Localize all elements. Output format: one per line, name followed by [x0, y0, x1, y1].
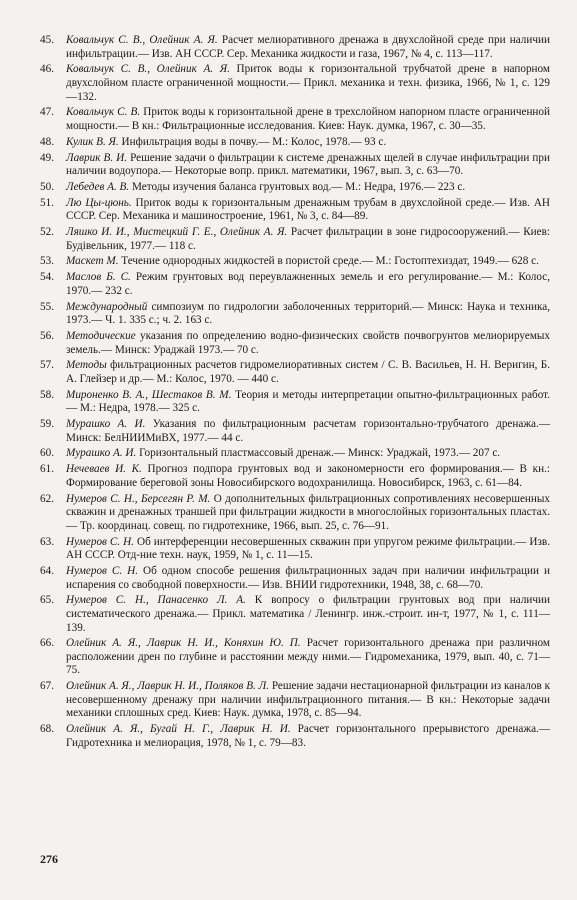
reference-authors: Маскет М. [66, 255, 119, 268]
reference-authors: Ковальчук С. В., Олейник А. Я. [66, 63, 230, 76]
reference-entry [40, 463, 550, 490]
reference-entry [40, 493, 550, 534]
reference-authors: Олейник А. Я., Бугай Н. Г., Лаврик Н. И. [66, 723, 291, 736]
reference-entry [40, 255, 550, 269]
reference-number: 48. [40, 135, 54, 148]
reference-text: Расчет горизонтального прерывистого дренажа.— Гидротехника и мелиорация, 1978, № 1, с. 79—83. [66, 723, 551, 749]
reference-authors: Лаврик В. И. [66, 151, 128, 164]
reference-text: Теория и методы интерпретации опытно-фильтрационных работ.— М.: Недра, 1978.— 325 с. [66, 388, 551, 415]
reference-entry [40, 594, 550, 635]
reference-text: Течение однородных жидкостей в пористой среде.— М.: Гостоптехиздат, 1949.— 628 с. [121, 255, 539, 268]
reference-text: Приток воды к горизонтальным дренажным трубам в двухслойной среде.— Изв. АН СССР. Сер. Механика и машиностроение, 1961, № 3, с. 84—89. [66, 196, 551, 223]
reference-authors: Мироненко В. А., Шестаков В. М. [66, 388, 232, 401]
reference-text: симпозиум по гидрологии заболоченных территорий.— Минск: Наука и техника, 1973.— Ч. 1. 335 с.; ч. 2. 163 с. [66, 300, 550, 327]
reference-entry [40, 63, 550, 104]
reference-text: Расчет фильтрации в зоне гидросооружений.— Киев: Будiвельник, 1977.— 118 с. [66, 226, 551, 252]
reference-authors: Нумеров С. Н., Берсегян Р. М. [66, 492, 211, 505]
reference-authors: Нумеров С. Н. [66, 564, 139, 577]
reference-text: Решение задачи о фильтрации к системе дренажных щелей в случае инфильтрации при наличии водоупора.— Некоторые вопр. прикл. математики, 1967, вып. 3, с. 63—70. [66, 151, 550, 178]
reference-entry [40, 226, 550, 253]
reference-entry [40, 637, 550, 678]
reference-entry [40, 723, 550, 750]
reference-entry [40, 359, 550, 386]
reference-text: Приток воды к горизонтальной трубчатой дрене в напорном двухслойном пласте ограниченной мощности.— Прикл. механика и техн. физика, 1966, № 1, с. 129—132. [66, 63, 550, 103]
reference-authors: Нумеров С. Н. [66, 535, 134, 548]
reference-number: 56. [40, 329, 54, 342]
reference-text: Приток воды к горизонтальной дрене в трехслойном напорном пласте ограниченной мощности.— В кн.: Фильтрационные исследования. Киев: Наук. думка, 1967, с. 30—35. [66, 106, 550, 132]
page-number: 276 [40, 852, 58, 866]
reference-text: Об интерференции несовершенных скважин при упругом режиме фильтрации.— Изв. АН СССР. Отд-ние техн. наук, 1959, № 1, с. 11—15. [66, 535, 550, 562]
reference-list [40, 34, 550, 753]
reference-number: 66. [40, 637, 54, 650]
reference-number: 50. [40, 180, 54, 193]
reference-authors: Международный [66, 300, 148, 313]
reference-entry [40, 181, 550, 195]
reference-number: 67. [40, 680, 54, 693]
reference-authors: Лю Цы-цюнь. [66, 196, 132, 209]
reference-number: 58. [40, 388, 54, 401]
reference-text: Расчет горизонтального дренажа при различном расположении дрен по глубине и расстоянии между ними.— Гидромеханика, 1979, вып. 40, с. 71—75. [66, 637, 550, 677]
reference-text: Указания по фильтрационным расчетам горизонтально-трубчатого дренажа.— Минск: БелНИИМиВХ, 1977.— 44 с. [66, 418, 551, 444]
reference-entry [40, 418, 550, 445]
reference-entry [40, 152, 550, 179]
reference-entry [40, 389, 550, 416]
reference-authors: Ляшко И. И., Мистецкий Г. Е., Олейник А. Я. [66, 226, 288, 239]
reference-text: Горизонтальный пластмассовый дренаж.— Минск: Ураджай, 1973.— 207 с. [139, 447, 501, 460]
reference-entry [40, 197, 550, 224]
reference-entry [40, 565, 550, 592]
reference-entry [40, 301, 550, 328]
reference-authors: Нечеваев И. К. [66, 463, 142, 476]
reference-authors: Лебедев А. В. [66, 180, 130, 193]
reference-number: 65. [40, 594, 54, 607]
reference-number: 47. [40, 106, 54, 119]
reference-number: 68. [40, 723, 54, 736]
reference-text: Расчет мелиоративного дренажа в двухслойной среде при наличии инфильтрации.— Изв. АН СССР. Сер. Механика жидкости и газа, 1967, № 4, с. 113—117. [66, 34, 550, 60]
reference-text: Об одном способе решения фильтрационных задач при наличии инфильтрации и испарения со свободной поверхности.— Изв. ВНИИ гидротехники, 1948, 38, с. 68—70. [66, 564, 550, 591]
reference-authors: Методы [66, 359, 107, 372]
reference-authors: Ковальчук С. В., Олейник А. Я. [66, 34, 218, 46]
reference-entry [40, 680, 550, 721]
reference-text: фильтрационных расчетов гидромелиоративных систем / С. В. Васильев, Н. Н. Веригин, Б. А. Глейзер и др.— М.: Колос, 1970. — 440 с. [66, 359, 550, 385]
reference-authors: Мурашко А. И. [66, 447, 137, 460]
reference-number: 53. [40, 255, 54, 268]
reference-entry [40, 106, 550, 133]
reference-number: 54. [40, 271, 54, 284]
reference-number: 46. [40, 63, 54, 76]
reference-text: К вопросу о фильтрации грунтовых вод при наличии систематического дренажа.— Прикл. математика / Ленингр. инж.-строит. ин-т, 1977, № 1, с. 111—139. [66, 594, 550, 634]
reference-entry [40, 34, 550, 61]
reference-text: Решение задачи нестационарной фильтрации из каналов к несовершенному дренажу при наличии инфильтрационного питания.— В кн.: Некоторые задачи механики сплошных сред. Киев: Наук. думка, 1978, с. 85—94. [66, 680, 551, 720]
reference-text: указания по определению водно-физических свойств почвогрунтов мелиорируемых земель.— Минск: Ураджай 1973.— 70 с. [66, 329, 551, 356]
reference-number: 61. [40, 463, 54, 476]
reference-entry [40, 536, 550, 563]
reference-number: 57. [40, 359, 54, 372]
reference-number: 45. [40, 34, 54, 46]
reference-authors: Олейник А. Я., Лаврик Н. И., Коняхин Ю. П. [66, 637, 301, 650]
reference-text: Инфильтрация воды в почву.— М.: Колос, 1978.— 93 с. [121, 135, 387, 148]
reference-authors: Ковальчук С. В. [66, 106, 141, 119]
reference-authors: Кулик В. Я. [66, 135, 119, 148]
reference-text: Режим грунтовых вод переувлажненных земель и его регулирование.— М.: Колос, 1970.— 232 с. [66, 271, 550, 297]
reference-authors: Маслов Б. С. [66, 271, 131, 284]
reference-text: Методы изучения баланса грунтовых вод.— М.: Недра, 1976.— 223 с. [131, 180, 466, 193]
reference-number: 63. [40, 535, 54, 548]
reference-number: 64. [40, 564, 54, 577]
reference-authors: Мурашко А. И. [66, 418, 146, 431]
reference-number: 55. [40, 300, 54, 313]
reference-number: 52. [40, 226, 54, 239]
reference-entry [40, 447, 550, 461]
reference-number: 60. [40, 447, 54, 460]
reference-authors: Методические [66, 329, 136, 342]
reference-text: Прогноз подпора грунтовых вод и закономерности его формирования.— В кн.: Формирование береговой зоны Новосибирского водохранилища. Новосибирск, 1963, с. 61—84. [66, 463, 551, 489]
reference-number: 49. [40, 151, 54, 164]
reference-authors: Нумеров С. Н., Панасенко Л. А. [66, 594, 246, 607]
reference-number: 62. [40, 492, 54, 505]
reference-entry [40, 330, 550, 357]
reference-authors: Олейник А. Я., Лаврик Н. И., Поляков В. Л. [66, 680, 270, 693]
reference-text: О дополнительных фильтрационных сопротивлениях несовершенных скважин и дренажных траншей при фильтрации жидкости в многослойных горизонтальных пластах.— Тр. координац. совещ. по гидротехнике, 1966, вып. 25, с. 76—91. [66, 492, 551, 532]
reference-number: 51. [40, 196, 54, 209]
reference-entry [40, 271, 550, 298]
reference-number: 59. [40, 418, 54, 431]
reference-entry [40, 136, 550, 150]
